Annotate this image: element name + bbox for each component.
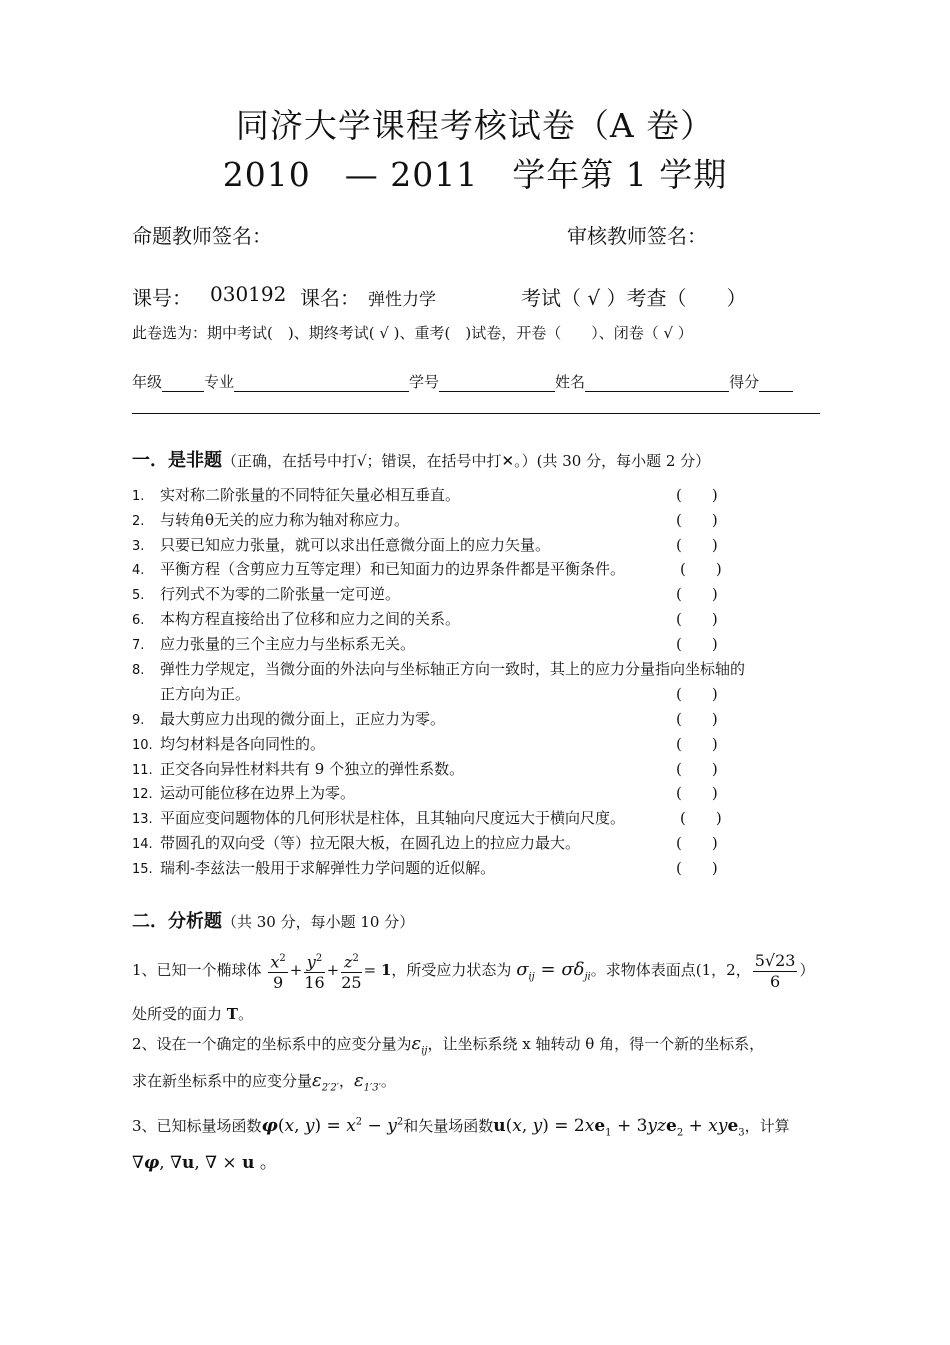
section1-title: [132, 446, 710, 472]
analysis-question-1-cont: 处所受的面力 T。: [132, 1005, 253, 1023]
question-text: 只要已知应力张量，就可以求出任意微分面上的应力矢量。: [160, 536, 551, 554]
question-text: 瑞利-李兹法一般用于求解弹性力学问题的近似解。: [160, 859, 496, 877]
question-number: 15.: [132, 862, 153, 877]
answer-blank[interactable]: ( ): [676, 834, 718, 852]
question-text: 正交各向异性材料共有 9 个独立的弹性系数。: [160, 760, 465, 778]
academic-year: 2010 — 2011 学年第 1 学期: [222, 155, 728, 194]
question-number: 6.: [132, 613, 145, 628]
tf-question: [132, 832, 580, 853]
tf-question: [132, 658, 745, 679]
tf-question: [132, 509, 409, 530]
analysis-question-2: 2、设在一个确定的坐标系中的应变分量为$\varepsilon_{ij}$，让坐标系绕 x 轴转动 θ 角，得一个新的坐标系，: [132, 1033, 765, 1057]
question-number: 4.: [132, 563, 145, 578]
question-text: 本构方程直接给出了位移和应力之间的关系。: [160, 610, 461, 628]
analysis-question-3: 3、已知标量场函数φ(x, $y) = x^2 - y^2$和矢量场函数u(x, $y) = 2xe_1 + 3yze_2 + xye_3$，计算: [132, 1115, 790, 1139]
question-number: 5.: [132, 588, 145, 603]
paper-type-line: 此卷选为：期中考试( )、期终考试( √ )、重考( )试卷，开卷（ ）、闭卷（ √ ）: [132, 324, 693, 342]
question-text: 与转角θ无关的应力称为轴对称应力。: [160, 511, 410, 529]
answer-blank[interactable]: ( ): [676, 610, 718, 628]
name-label: 姓名: [555, 373, 586, 391]
major-field[interactable]: [234, 375, 409, 392]
question-text: 运动可能位移在边界上为零。: [160, 784, 356, 802]
answer-blank[interactable]: ( ): [676, 735, 718, 753]
question-text: 实对称二阶张量的不同特征矢量必相互垂直。: [160, 486, 461, 504]
analysis-question-1: 1、已知一个椭球体 $\frac{x^2}{9}$ + $\frac{y^2}{16}$ + $\frac{z^2}{25}$ = 1，所受应力状态为 $\sigma_{ij} = \sigma\delta_{ji}$。求物体表面点(1，2， $\frac{5√23}{6}$ ）: [132, 950, 815, 993]
tf-question: [132, 782, 355, 803]
section2-title: [132, 907, 414, 933]
answer-blank[interactable]: ( ): [676, 536, 718, 554]
section2-note: （共 30 分，每小题 10 分）: [222, 913, 415, 931]
section1-heading: 一．是非题: [132, 450, 222, 471]
question-text: 最大剪应力出现的微分面上，正应力为零。: [160, 710, 446, 728]
tf-question: [132, 633, 415, 654]
exam-title: 同济大学课程考核试卷（A 卷）: [235, 106, 715, 145]
course-name-label: 课名：: [300, 286, 360, 310]
tf-question: [132, 708, 445, 729]
question-number: 9.: [132, 713, 145, 728]
answer-blank[interactable]: ( ): [676, 685, 718, 703]
question-number: 13.: [132, 812, 153, 827]
author-signature-label: 命题教师签名：: [132, 224, 272, 248]
section2-heading: 二．分析题: [132, 911, 222, 932]
question-number: 10.: [132, 738, 153, 753]
answer-blank[interactable]: ( ): [676, 784, 718, 802]
tf-question: [132, 558, 625, 579]
question-text: 行列式不为零的二阶张量一定可逆。: [160, 585, 401, 603]
course-number-label: 课号：: [132, 286, 192, 310]
question-number: 8.: [132, 663, 145, 678]
reviewer-signature-label: 审核教师签名：: [567, 224, 707, 248]
answer-blank[interactable]: ( ): [676, 859, 718, 877]
answer-blank[interactable]: ( ): [676, 635, 718, 653]
grade-field[interactable]: [162, 375, 204, 392]
course-name: 弹性力学: [368, 290, 436, 310]
answer-blank[interactable]: ( ): [676, 760, 718, 778]
tf-question: [132, 733, 325, 754]
question-text-cont: 正方向为正。: [160, 685, 251, 703]
question-text: 带圆孔的双向受（等）拉无限大板，在圆孔边上的拉应力最大。: [160, 834, 581, 852]
question-number: 11.: [132, 763, 153, 778]
score-field[interactable]: [759, 375, 793, 392]
answer-blank[interactable]: ( ): [676, 585, 718, 603]
answer-blank[interactable]: ( ): [676, 511, 718, 529]
answer-blank[interactable]: ( ): [676, 710, 718, 728]
course-number: 030192: [210, 282, 287, 306]
name-field[interactable]: [585, 375, 729, 392]
student-info-line: [132, 371, 793, 392]
tf-question: [132, 758, 464, 779]
question-text: 应力张量的三个主应力与坐标系无关。: [160, 635, 416, 653]
tf-question: [132, 857, 495, 878]
question-text: 弹性力学规定，当微分面的外法向与坐标轴正方向一致时，其上的应力分量指向坐标轴的: [160, 660, 746, 678]
question-number: 3.: [132, 539, 145, 554]
exam-type-checks: 考试（ √ ）考查（ ）: [521, 286, 747, 310]
tf-question: [132, 807, 625, 828]
tf-question: [132, 608, 460, 629]
student-id-label: 学号: [409, 373, 440, 391]
question-text: 平衡方程（含剪应力互等定理）和已知面力的边界条件都是平衡条件。: [160, 560, 626, 578]
question-number: 1.: [132, 489, 145, 504]
divider: [132, 413, 820, 414]
analysis-question-2-cont: 求在新坐标系中的应变分量$\varepsilon_{2'2'}$，$\varepsilon_{1'3'}$。: [132, 1070, 396, 1094]
major-label: 专业: [204, 373, 235, 391]
tf-question: [132, 484, 460, 505]
answer-blank[interactable]: ( ): [680, 560, 722, 578]
section1-note: （正确，在括号中打√；错误，在括号中打✕。）(共 30 分，每小题 2 分）: [222, 452, 711, 470]
grade-label: 年级: [132, 373, 163, 391]
analysis-question-3-cont: ∇φ, ∇u, ∇ × u 。: [132, 1153, 277, 1173]
question-number: 2.: [132, 514, 145, 529]
student-id-field[interactable]: [439, 375, 555, 392]
tf-question: [132, 583, 400, 604]
question-text: 平面应变问题物体的几何形状是柱体，且其轴向尺度远大于横向尺度。: [160, 809, 626, 827]
tf-question: [132, 534, 550, 555]
question-number: 12.: [132, 787, 153, 802]
answer-blank[interactable]: ( ): [676, 486, 718, 504]
question-number: 14.: [132, 837, 153, 852]
question-text: 均匀材料是各向同性的。: [160, 735, 326, 753]
score-label: 得分: [729, 373, 760, 391]
question-number: 7.: [132, 638, 145, 653]
answer-blank[interactable]: ( ): [680, 809, 722, 827]
